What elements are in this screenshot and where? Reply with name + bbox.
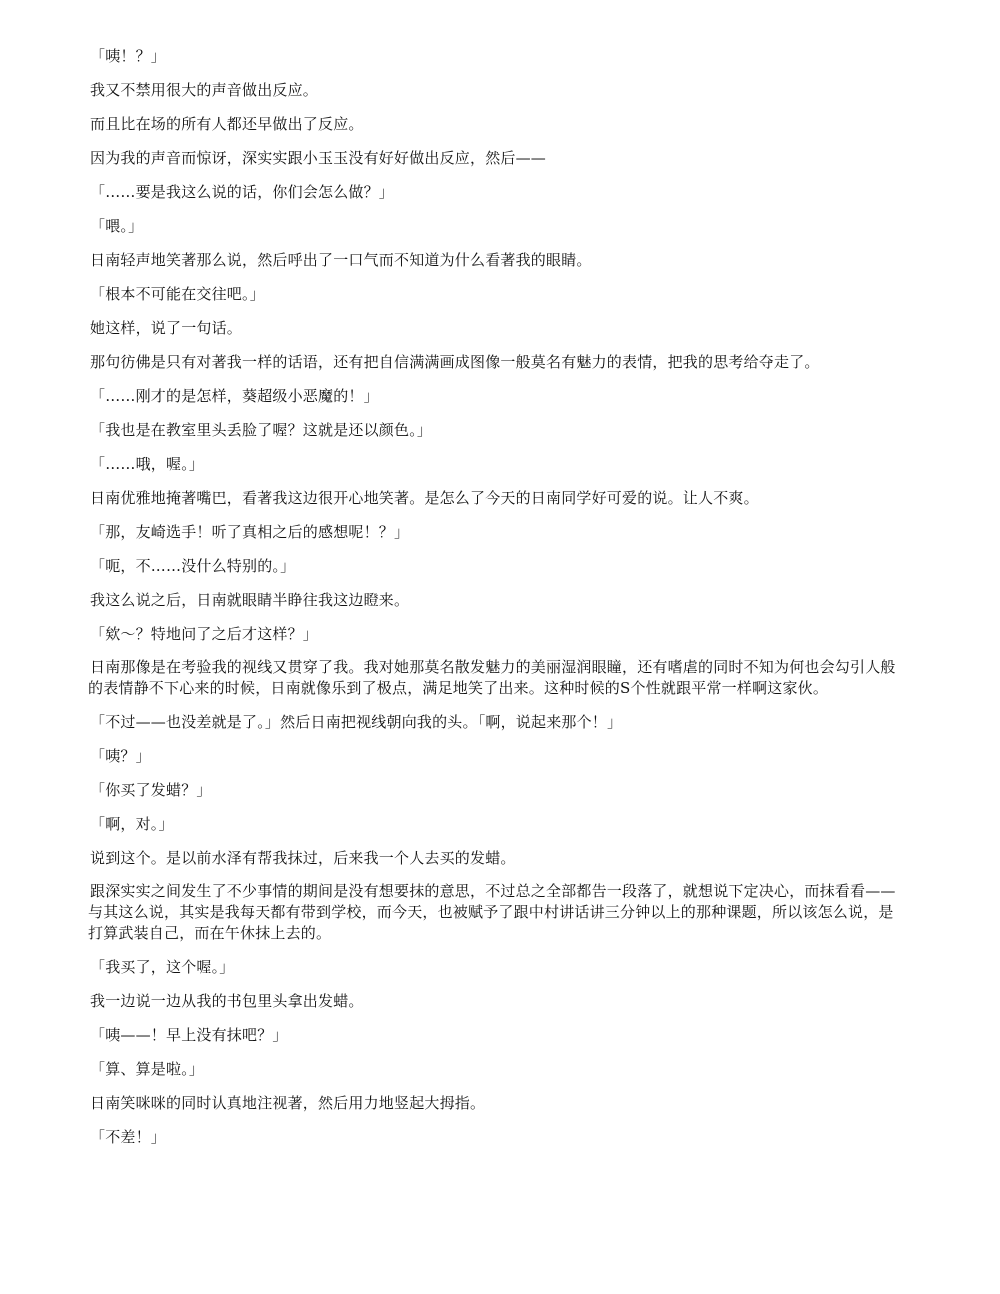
paragraph: 「你买了发蜡？」 (90, 781, 212, 799)
paragraph: 「咦！？」 (90, 47, 167, 65)
paragraph: 日南笑咪咪的同时认真地注视著，然后用力地竖起大拇指。 (90, 1094, 486, 1112)
paragraph: 「喂。」 (90, 217, 144, 235)
paragraph: 「算、算是啦。」 (90, 1060, 205, 1078)
paragraph: 「呃，不……没什么特别的。」 (90, 557, 296, 575)
paragraph: 「不差！」 (90, 1128, 167, 1146)
paragraph: 「……要是我这么说的话，你们会怎么做？」 (90, 183, 395, 201)
paragraph: 「咦？」 (90, 747, 151, 765)
paragraph: 「根本不可能在交往吧。」 (90, 285, 265, 303)
paragraph: 那句彷佛是只有对著我一样的话语，还有把自信满满画成图像一般莫名有魅力的表情，把我的思考给夺走了。 (90, 353, 820, 371)
paragraph: 因为我的声音而惊讶，深实实跟小玉玉没有好好做出反应，然后—— (90, 149, 547, 167)
paragraph: 「不过——也没差就是了。」然后日南把视线朝向我的头。「啊，说起来那个！」 (90, 713, 623, 731)
paragraph: 我又不禁用很大的声音做出反应。 (90, 81, 319, 99)
paragraph: 「……哦，喔。」 (90, 455, 205, 473)
paragraph: 日南轻声地笑著那么说，然后呼出了一口气而不知道为什么看著我的眼睛。 (90, 251, 592, 269)
paragraph: 她这样，说了一句话。 (90, 319, 243, 337)
paragraph: 我一边说一边从我的书包里头拿出发蜡。 (90, 992, 364, 1010)
paragraph: 日南那像是在考验我的视线又贯穿了我。我对她那莫名散发魅力的美丽湿润眼瞳，还有嗜虐的同时不知为何也会勾引人般的表情静不下心来的时候，日南就像乐到了极点，满足地笑了出来。这种时候的S个性就跟平常一样啊这家伙。 (88, 658, 896, 697)
paragraph: 我这么说之后，日南就眼睛半睁往我这边瞪来。 (90, 591, 410, 609)
paragraph: 「咦——！早上没有抹吧？」 (90, 1026, 288, 1044)
paragraph: 说到这个。是以前水泽有帮我抹过，后来我一个人去买的发蜡。 (90, 849, 516, 867)
paragraph: 跟深实实之间发生了不少事情的期间是没有想要抹的意思，不过总之全部都告一段落了，就想说下定决心，而抹看看——与其这么说，其实是我每天都有带到学校，而今天，也被赋予了跟中村讲话讲三分钟以上的那种课题，所以该怎么说，是打算武装自己，而在午休抹上去的。 (88, 882, 896, 942)
paragraph: 「欸～？特地问了之后才这样？」 (90, 625, 319, 643)
paragraph: 「啊，对。」 (90, 815, 174, 833)
paragraph: 「我也是在教室里头丢脸了喔？这就是还以颜色。」 (90, 421, 433, 439)
paragraph: 「我买了，这个喔。」 (90, 958, 235, 976)
paragraph: 日南优雅地掩著嘴巴，看著我这边很开心地笑著。是怎么了今天的日南同学好可爱的说。让人不爽。 (90, 489, 759, 507)
paragraph: 「那，友崎选手！听了真相之后的感想呢！？」 (90, 523, 410, 541)
paragraph: 「……刚才的是怎样，葵超级小恶魔的！」 (90, 387, 379, 405)
paragraph: 而且比在场的所有人都还早做出了反应。 (90, 115, 364, 133)
